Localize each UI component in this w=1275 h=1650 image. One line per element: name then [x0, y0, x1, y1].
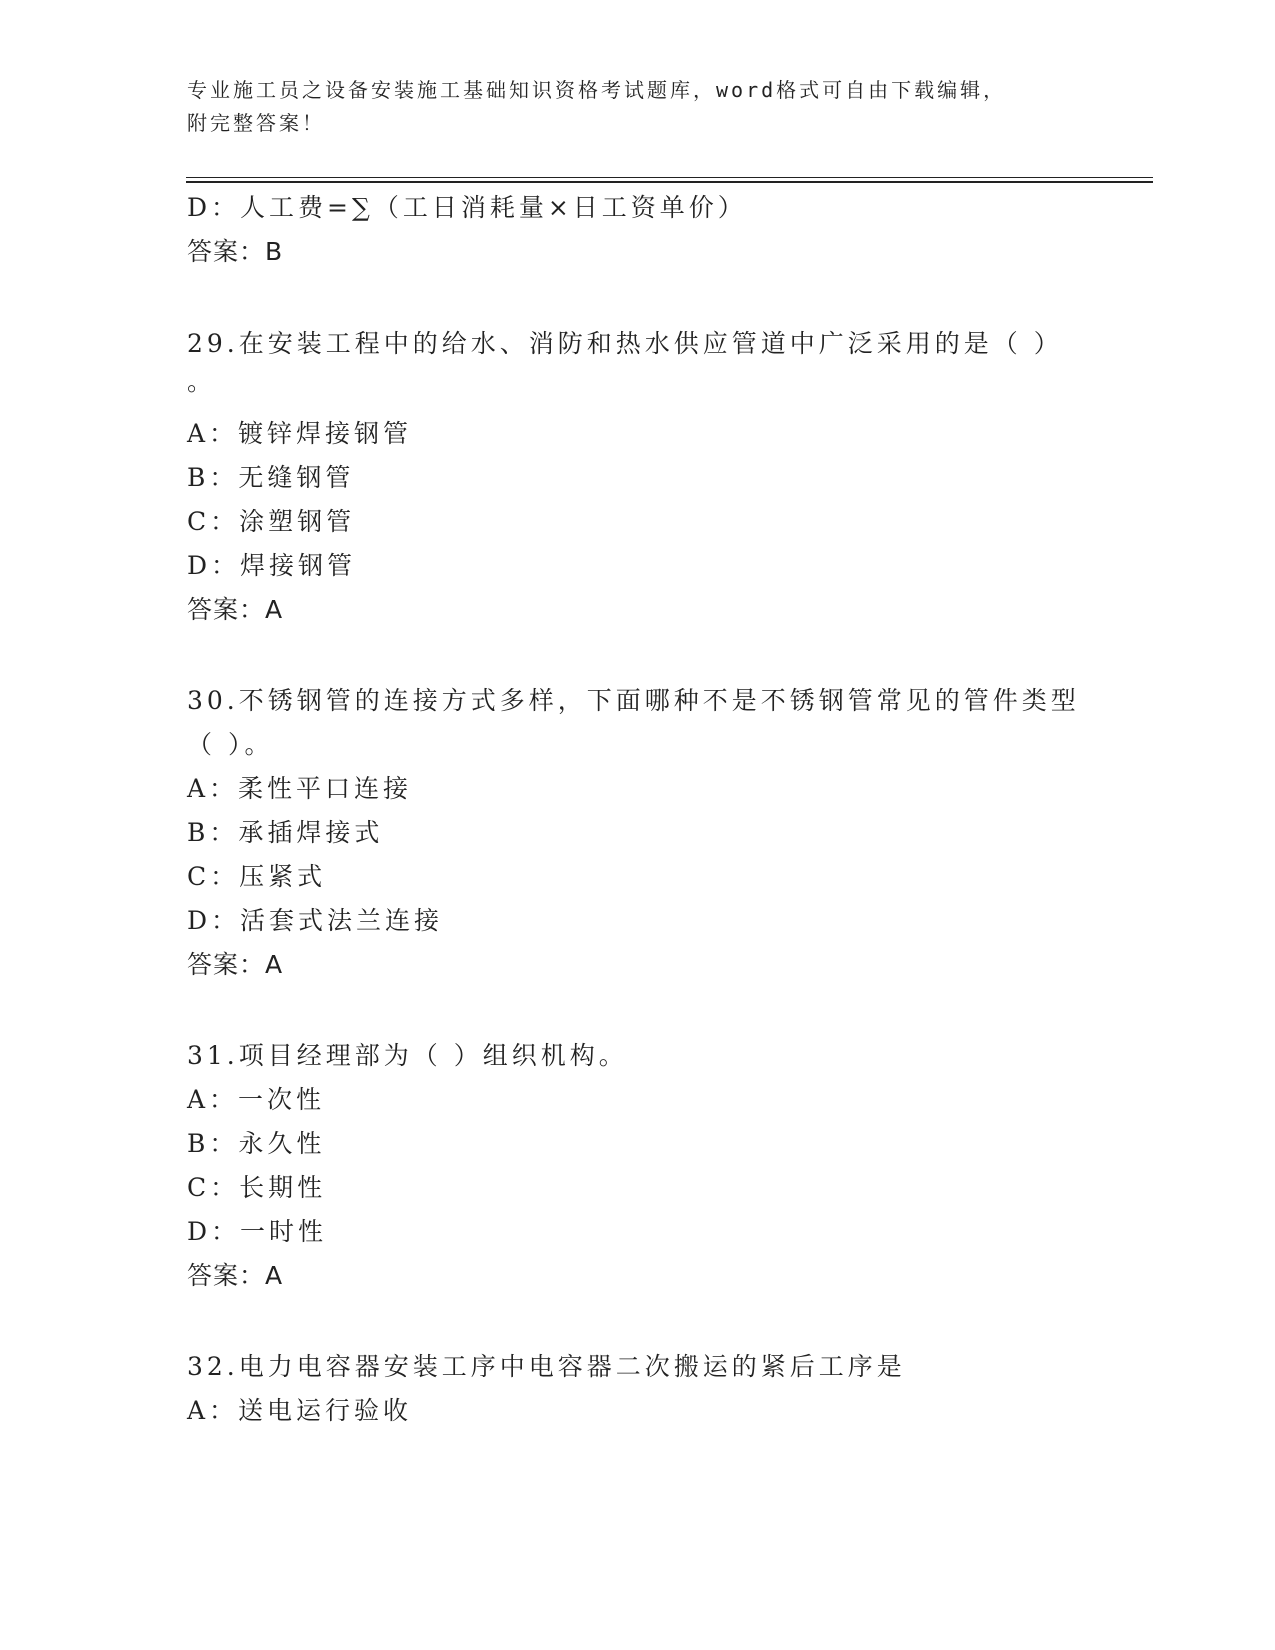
- header-rule-thick: [186, 181, 1153, 183]
- q31-option-b: B：永久性: [187, 1129, 326, 1158]
- header-line-2: 附完整答案！: [187, 111, 325, 135]
- prev-answer: 答案：B: [187, 237, 284, 266]
- q31-option-c: C：长期性: [187, 1173, 327, 1202]
- q29-stem-line-1: 29.在安装工程中的给水、消防和热水供应管道中广泛采用的是（ ）: [187, 329, 1063, 358]
- header-rule-thin: [186, 177, 1153, 178]
- q29-option-a: A：镀锌焊接钢管: [187, 419, 413, 448]
- q29-stem-line-2: 。: [187, 367, 217, 396]
- q29-answer: 答案：A: [187, 595, 284, 624]
- prev-option-d: D：人工费=∑（工日消耗量×日工资单价）: [187, 193, 747, 222]
- q29-option-d: D：焊接钢管: [187, 551, 357, 580]
- q30-option-c: C：压紧式: [187, 862, 327, 891]
- q32-option-a: A：送电运行验收: [187, 1396, 413, 1425]
- q30-answer: 答案：A: [187, 950, 284, 979]
- q30-option-a: A：柔性平口连接: [187, 774, 413, 803]
- header-line-1: 专业施工员之设备安装施工基础知识资格考试题库，word格式可自由下载编辑，: [187, 78, 1007, 102]
- q29-option-b: B：无缝钢管: [187, 463, 355, 492]
- q30-option-d: D：活套式法兰连接: [187, 906, 444, 935]
- q31-option-a: A：一次性: [187, 1085, 326, 1114]
- q31-stem-line-1: 31.项目经理部为（ ）组织机构。: [187, 1041, 628, 1070]
- q30-stem-line-1: 30.不锈钢管的连接方式多样，下面哪种不是不锈钢管常见的管件类型: [187, 686, 1080, 715]
- document-header: [187, 74, 1087, 140]
- q32-stem-line-1: 32.电力电容器安装工序中电容器二次搬运的紧后工序是: [187, 1352, 906, 1381]
- q31-option-d: D：一时性: [187, 1217, 328, 1246]
- q31-answer: 答案：A: [187, 1261, 284, 1290]
- q30-stem-line-2: （ ）。: [187, 730, 274, 759]
- q29-option-c: C：涂塑钢管: [187, 507, 356, 536]
- q30-option-b: B：承插焊接式: [187, 818, 384, 847]
